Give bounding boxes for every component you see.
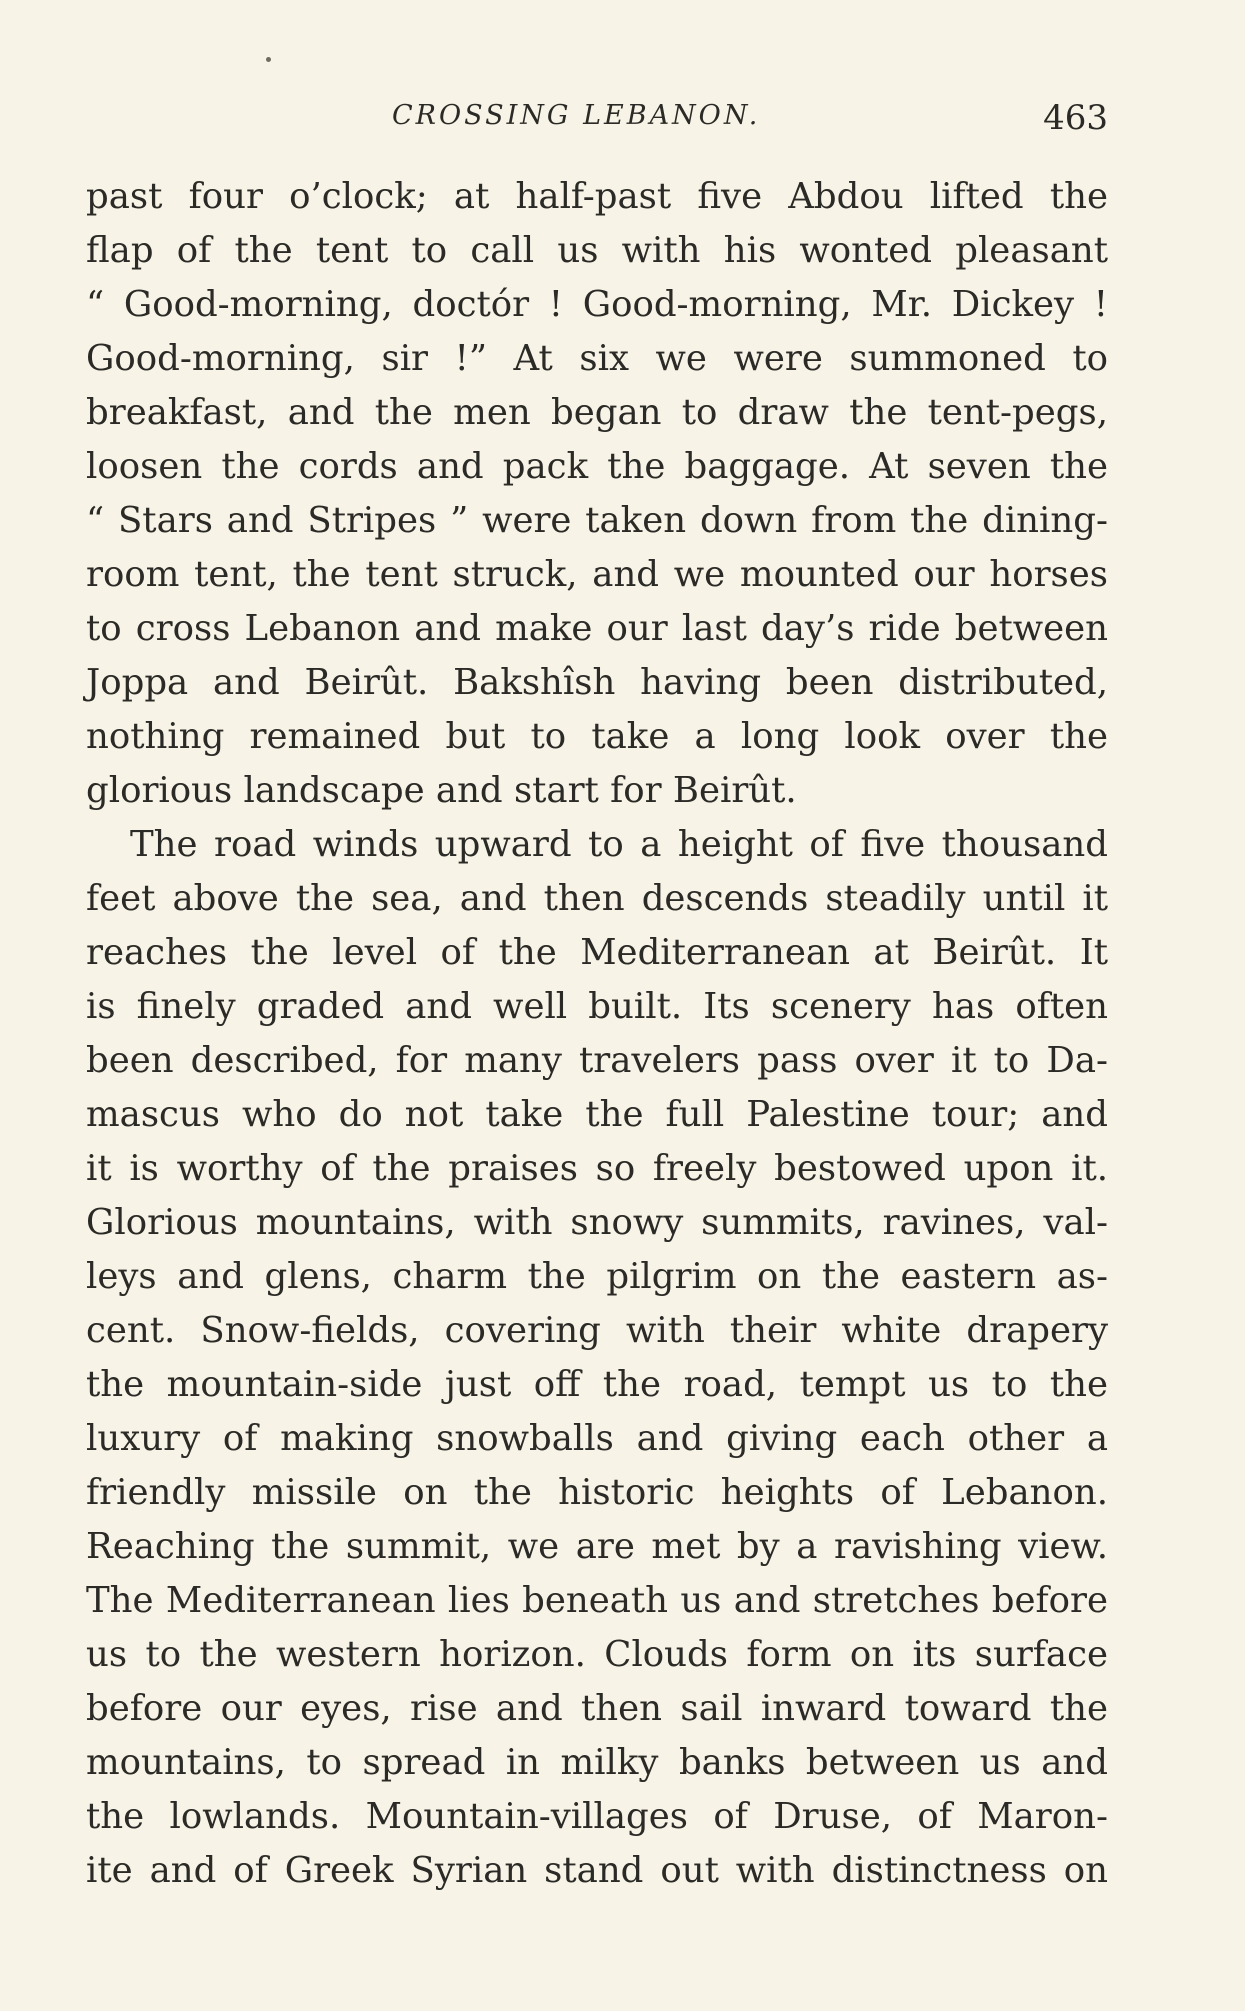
text-line: ite and of Greek Syrian stand out with distinctness on	[86, 1850, 1108, 1891]
text-line: the mountain-side just off the road, tempt us to the	[86, 1364, 1108, 1405]
body-text	[86, 170, 1108, 1898]
text-line: flap of the tent to call us with his wonted pleasant	[86, 230, 1108, 271]
text-line: Glorious mountains, with snowy summits, ravines, val-	[86, 1202, 1108, 1243]
text-line: past four o’clock; at half-past five Abdou lifted the	[86, 176, 1108, 217]
text-line: leys and glens, charm the pilgrim on the eastern as-	[86, 1256, 1108, 1297]
text-line: Joppa and Beirût. Bakshîsh having been distributed,	[86, 662, 1108, 703]
text-line: “ Good-morning, doctór ! Good-morning, Mr. Dickey !	[86, 284, 1108, 325]
page-header	[0, 96, 1245, 140]
page-number: 463	[1043, 98, 1108, 138]
running-head: CROSSING LEBANON.	[392, 100, 761, 131]
text-line: glorious landscape and start for Beirût.	[86, 770, 797, 811]
text-line: before our eyes, rise and then sail inward toward the	[86, 1688, 1108, 1729]
text-line: room tent, the tent struck, and we mounted our horses	[86, 554, 1108, 595]
print-speck	[266, 57, 271, 62]
text-line: luxury of making snowballs and giving each other a	[86, 1418, 1108, 1459]
text-line: cent. Snow-fields, covering with their white drapery	[86, 1310, 1108, 1351]
text-line: reaches the level of the Mediterranean at Beirût. It	[86, 932, 1108, 973]
text-line: nothing remained but to take a long look over the	[86, 716, 1108, 757]
text-line: to cross Lebanon and make our last day’s ride between	[86, 608, 1108, 649]
text-line: Reaching the summit, we are met by a ravishing view.	[86, 1526, 1108, 1567]
text-line: mountains, to spread in milky banks between us and	[86, 1742, 1108, 1783]
text-line: friendly missile on the historic heights of Lebanon.	[86, 1472, 1108, 1513]
text-line: feet above the sea, and then descends steadily until it	[86, 878, 1108, 919]
text-line: mascus who do not take the full Palestine tour; and	[86, 1094, 1108, 1135]
text-line: been described, for many travelers pass over it to Da-	[86, 1040, 1108, 1081]
text-line: Good-morning, sir !” At six we were summoned to	[86, 338, 1108, 379]
text-line: the lowlands. Mountain-villages of Druse, of Maron-	[86, 1796, 1108, 1837]
text-line: loosen the cords and pack the baggage. At seven the	[86, 446, 1108, 487]
text-line: “ Stars and Stripes ” were taken down from the dining-	[86, 500, 1108, 541]
text-line: The road winds upward to a height of five thousand	[130, 824, 1108, 865]
text-line: breakfast, and the men began to draw the tent-pegs,	[86, 392, 1108, 433]
text-line: us to the western horizon. Clouds form on its surface	[86, 1634, 1108, 1675]
text-line: The Mediterranean lies beneath us and stretches before	[86, 1580, 1108, 1621]
text-line: it is worthy of the praises so freely bestowed upon it.	[86, 1148, 1108, 1189]
text-line: is finely graded and well built. Its scenery has often	[86, 986, 1108, 1027]
